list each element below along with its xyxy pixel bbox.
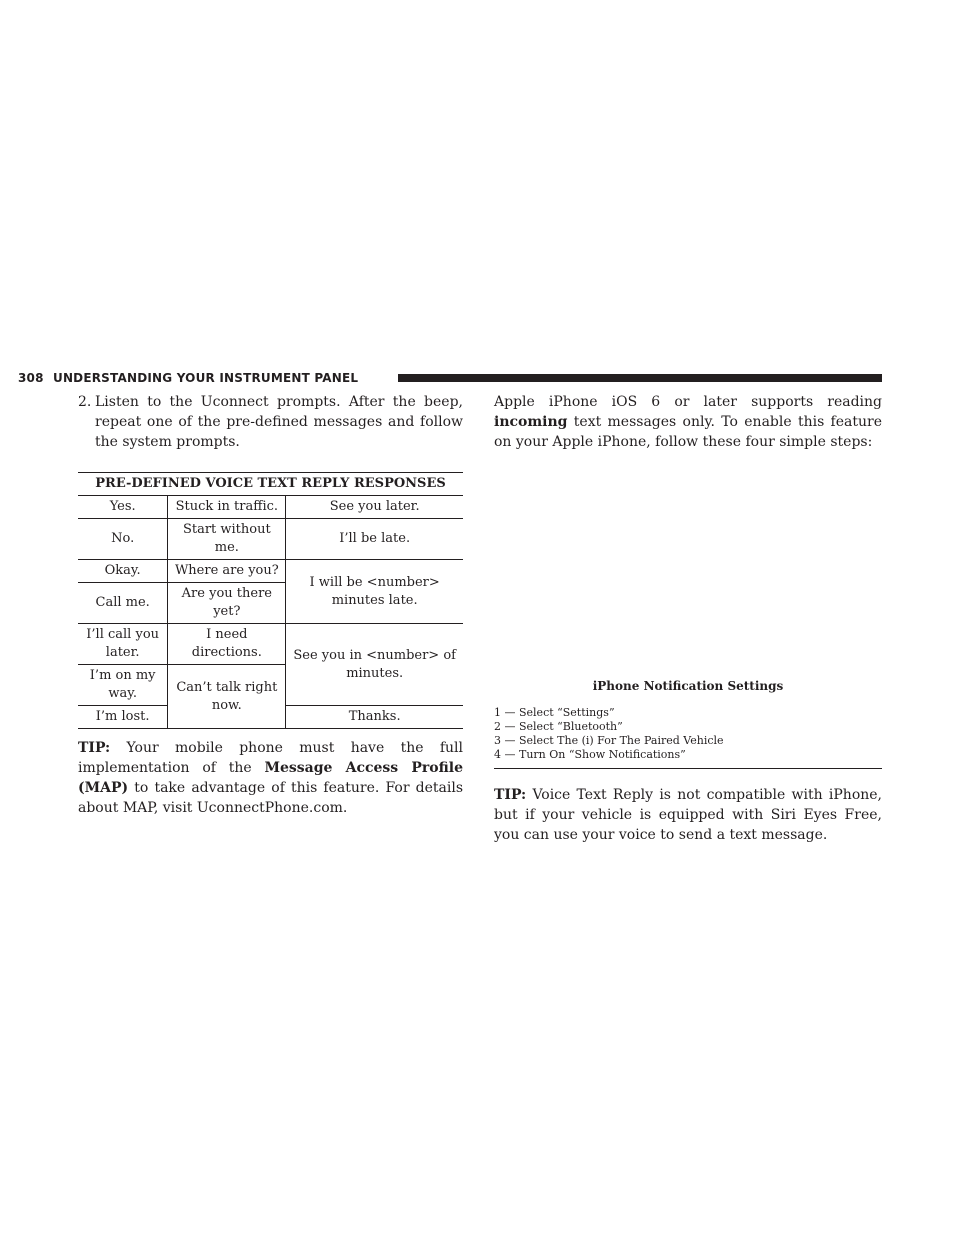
- table-cell: Can’t talk right now.: [168, 665, 286, 729]
- page-header: [18, 370, 882, 386]
- step-2: [78, 392, 463, 452]
- intro-bold-text: incoming: [494, 414, 568, 430]
- table-header-row: [78, 473, 463, 496]
- table-row: [78, 624, 463, 665]
- tip-text: Voice Text Reply is not compatible with iPhone, but if your vehicle is equipped with Siri Eyes Free, you can use your voice to send a text message.: [494, 787, 882, 843]
- table-cell: I need directions.: [168, 624, 286, 665]
- tip-bold-text: Message Access Profile (MAP): [78, 760, 464, 796]
- table-cell: I’m on my way.: [78, 665, 168, 706]
- intro-text: Apple iPhone iOS 6 or later supports reading: [494, 394, 882, 410]
- table-cell: Thanks.: [286, 706, 463, 729]
- table-row: [78, 519, 463, 560]
- table-cell: Stuck in traffic.: [168, 496, 286, 519]
- table-cell: Are you there yet?: [168, 583, 286, 624]
- table-cell: I will be <number> minutes late.: [286, 560, 463, 624]
- table-row: [78, 560, 463, 583]
- table-cell: See you later.: [286, 496, 463, 519]
- table-row: [78, 496, 463, 519]
- page-number: 308: [18, 371, 44, 385]
- figure-captions: [494, 706, 882, 769]
- intro-paragraph: [494, 392, 882, 452]
- left-column: [78, 392, 463, 832]
- intro-text: text messages only. To enable this feature on your Apple iPhone, follow these four simple steps:: [494, 414, 882, 450]
- figure-title: iPhone Notification Settings: [592, 679, 784, 693]
- table-cell: No.: [78, 519, 168, 560]
- responses-table: [78, 472, 463, 729]
- step-text: Listen to the Uconnect prompts. After the beep, repeat one of the pre-defined messages and follow the system prompts.: [95, 394, 463, 450]
- table-cell: I’ll be late.: [286, 519, 463, 560]
- tip-text: to take advantage of this feature. For details about MAP, visit UconnectPhone.com.: [78, 780, 464, 816]
- tip-label: TIP:: [78, 740, 111, 756]
- caption-item: 3 — Select The (i) For The Paired Vehicle: [494, 734, 724, 747]
- table-cell: Okay.: [78, 560, 168, 583]
- table-cell: Start without me.: [168, 519, 286, 560]
- table-title: PRE-DEFINED VOICE TEXT REPLY RESPONSES: [78, 473, 463, 496]
- table-cell: See you in <number> of minutes.: [286, 624, 463, 706]
- table-cell: I’ll call you later.: [78, 624, 168, 665]
- tip-label: TIP:: [494, 787, 527, 803]
- right-column: [494, 392, 882, 859]
- table-cell: Call me.: [78, 583, 168, 624]
- caption-item: 1 — Select “Settings”: [494, 706, 615, 719]
- tip-text: Your mobile phone must have the full implementation of the: [78, 740, 463, 776]
- table-cell: Where are you?: [168, 560, 286, 583]
- tip-siri: [494, 785, 882, 845]
- header-rule: [398, 374, 882, 382]
- table-cell: Yes.: [78, 496, 168, 519]
- tip-map: [78, 738, 463, 818]
- step-number: 2.: [78, 394, 92, 410]
- caption-item: 4 — Turn On “Show Notifications”: [494, 748, 686, 761]
- section-title: UNDERSTANDING YOUR INSTRUMENT PANEL: [53, 371, 359, 385]
- table-cell: I’m lost.: [78, 706, 168, 729]
- figure-area: [494, 468, 882, 696]
- caption-item: 2 — Select “Bluetooth”: [494, 720, 623, 733]
